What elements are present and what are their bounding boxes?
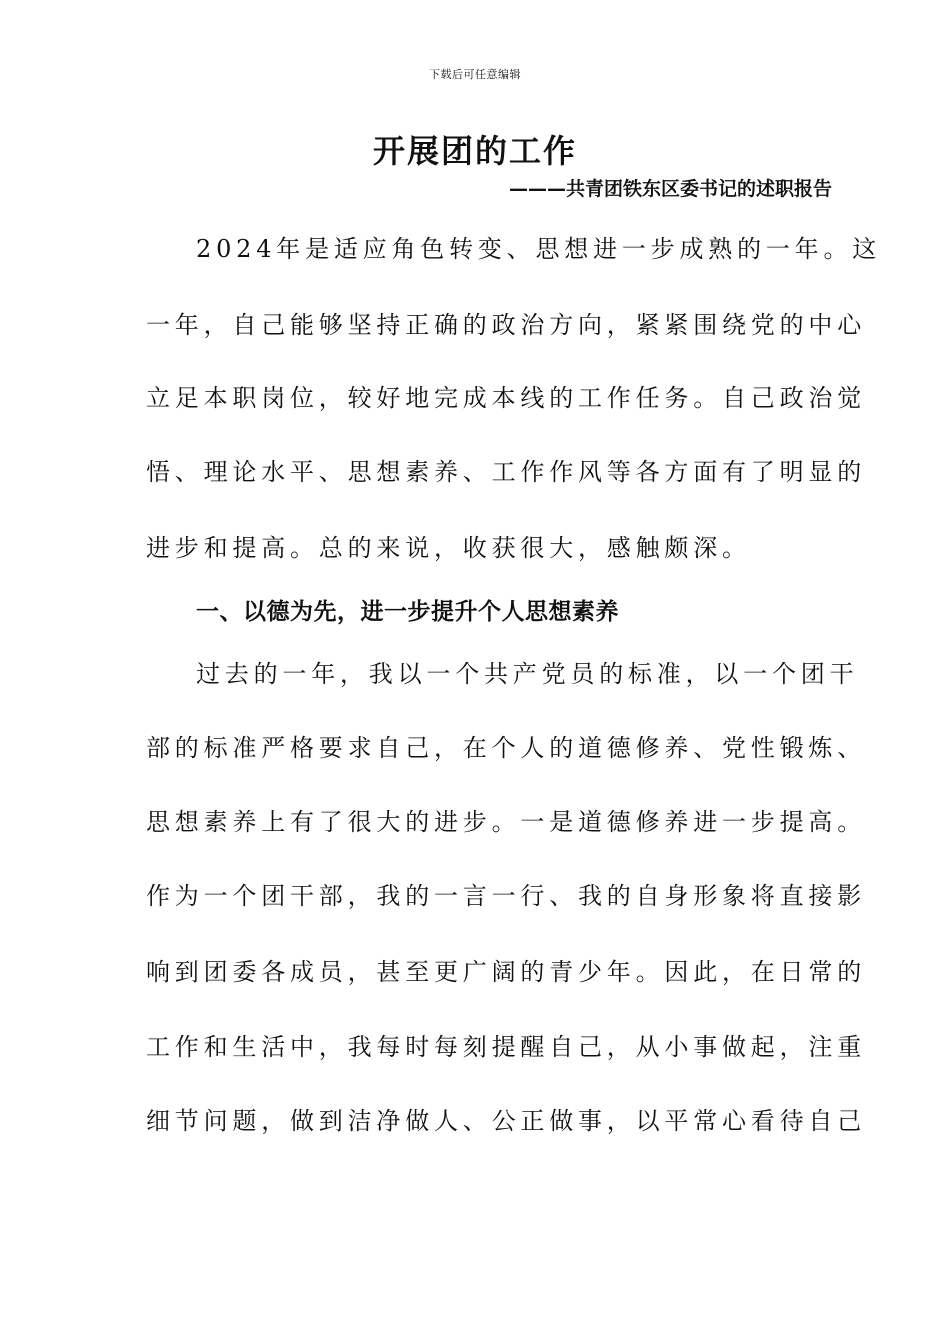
paragraph-2-line-5: 响到团委各成员，甚至更广阔的青少年。因此，在日常的 — [146, 958, 866, 986]
document-title: 开展团的工作 — [372, 132, 577, 170]
paragraph-2-line-3: 思想素养上有了很大的进步。一是道德修养进一步提高。 — [146, 808, 866, 836]
paragraph-2-line-7: 细节问题，做到洁净做人、公正做事，以平常心看待自己 — [146, 1107, 866, 1135]
paragraph-2-line-4: 作为一个团干部，我的一言一行、我的自身形象将直接影 — [146, 882, 866, 910]
paragraph-1-line-1: 2024年是适应角色转变、思想进一步成熟的一年。这 — [196, 235, 882, 263]
document-subtitle: ———共青团铁东区委书记的述职报告 — [508, 178, 832, 200]
section-1-heading: 一、以德为先，进一步提升个人思想素养 — [196, 599, 619, 625]
paragraph-2-line-1: 过去的一年，我以一个共产党员的标准，以一个团干 — [196, 660, 859, 688]
paragraph-2-line-6: 工作和生活中，我每时每刻提醒自己，从小事做起，注重 — [146, 1033, 866, 1061]
paragraph-1-line-4: 悟、理论水平、思想素养、工作作风等各方面有了明显的 — [146, 458, 866, 486]
header-note: 下载后可任意编辑 — [429, 68, 521, 81]
paragraph-2-line-2: 部的标准严格要求自己，在个人的道德修养、党性锻炼、 — [146, 734, 866, 762]
paragraph-1-line-3: 立足本职岗位，较好地完成本线的工作任务。自己政治觉 — [146, 384, 866, 412]
paragraph-1-line-2: 一年，自己能够坚持正确的政治方向，紧紧围绕党的中心 — [146, 311, 866, 339]
paragraph-1-line-5: 进步和提高。总的来说，收获很大，感触颇深。 — [146, 534, 751, 562]
